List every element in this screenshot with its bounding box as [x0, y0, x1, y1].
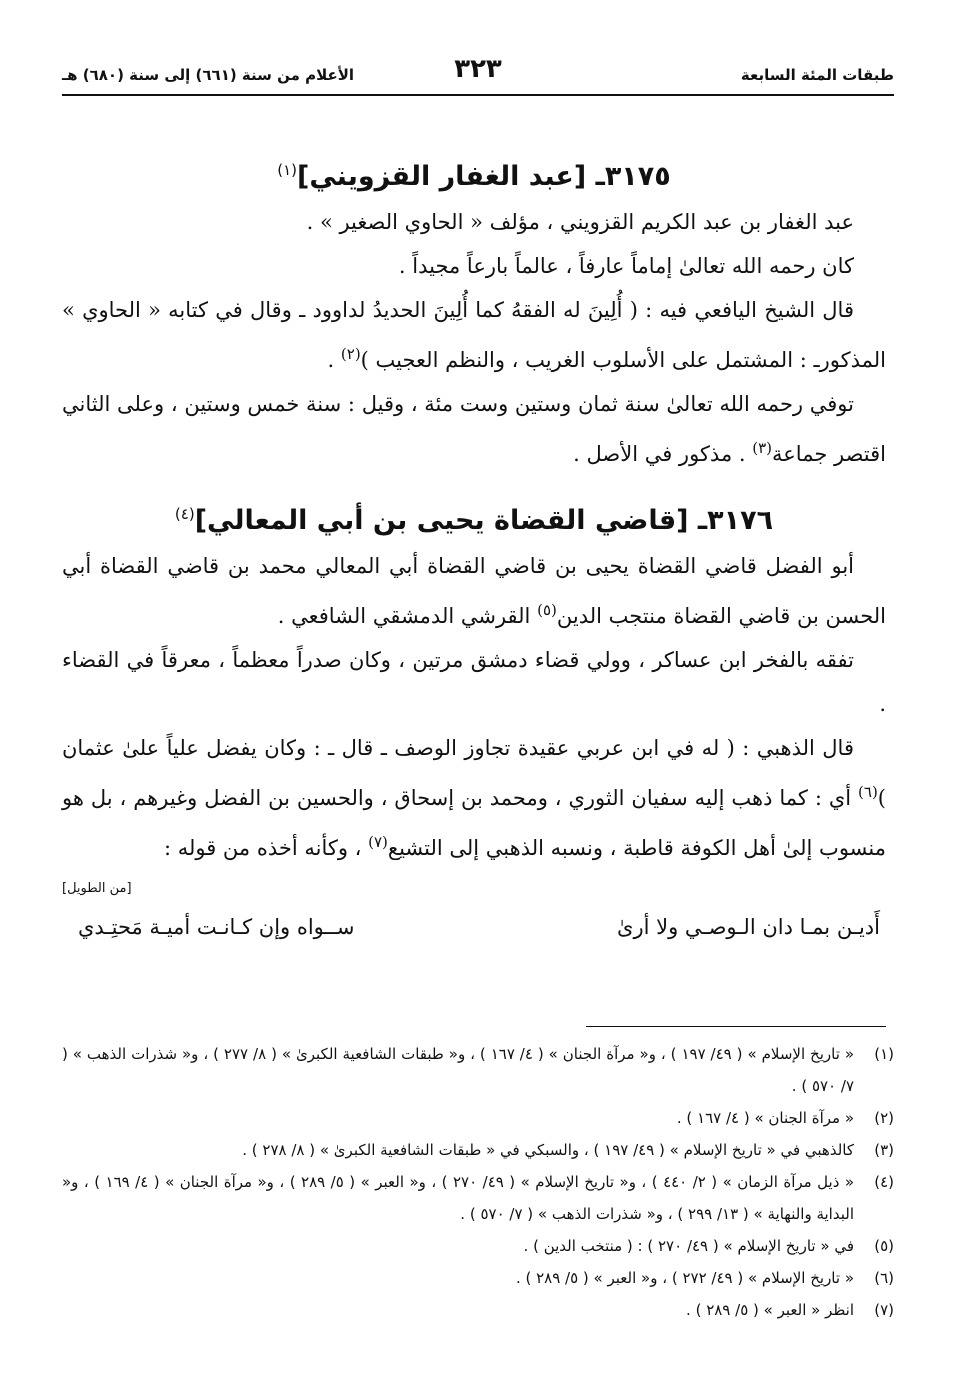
paragraph — [62, 382, 886, 476]
footnote — [62, 1294, 894, 1326]
footnote-text: « تاريخ الإسلام » ( ٤٩/ ١٩٧ ) ، و« مرآة الجنان » ( ٤/ ١٦٧ ) ، و« طبقات الشافعية الكبرىٰ » ( ٨/ ٢٧٧ ) ، و« شذرات الذهب » ( ٧/ ٥٧٠ ) . — [62, 1045, 855, 1095]
footnote — [62, 1134, 894, 1166]
footnote-number: (٤) — [874, 1173, 894, 1191]
entry-title: ٣١٧٥ـ [عبد الغفار القزويني] — [297, 161, 671, 192]
footnote-text: « مرآة الجنان » ( ٤/ ١٦٧ ) . — [676, 1109, 854, 1127]
footnote — [62, 1166, 894, 1230]
header-volume-range: الأعلام من سنة (٦٦١) إلى سنة (٦٨٠) هـ — [62, 66, 355, 84]
footnote-number: (٦) — [874, 1269, 894, 1287]
footnote-number: (١) — [874, 1045, 894, 1063]
footnote-text: كالذهبي في « تاريخ الإسلام » ( ٤٩/ ١٩٧ ) ، والسبكي في « طبقات الشافعية الكبرىٰ » ( ٨/ ٢٧٨ ) . — [242, 1141, 854, 1159]
footnote-text: انظر « العبر » ( ٥/ ٢٨٩ ) . — [686, 1301, 854, 1319]
entry-heading-3175 — [62, 140, 886, 200]
footnote-ref: (٧) — [368, 833, 388, 851]
paragraph: كان رحمه الله تعالىٰ إماماً عارفاً ، عالماً بارعاً مجيداً . — [398, 254, 854, 278]
running-header — [62, 54, 894, 92]
footnote — [62, 1038, 894, 1102]
verse-first-hemistich: أَديـن بمـا دان الـوصـي ولا أرىٰ — [617, 915, 880, 939]
header-divider — [62, 94, 894, 96]
footnote-number: (٢) — [874, 1109, 894, 1127]
paragraph-text: قال الذهبي : ( له في ابن عربي عقيدة تجاوز الوصف ـ قال ـ : وكان يفضل علياً علىٰ عثمان ) — [62, 736, 886, 810]
meter-row — [62, 870, 886, 896]
footnote-ref: (١) — [277, 161, 298, 179]
footnote-ref: (٢) — [340, 345, 361, 363]
paragraph: عبد الغفار بن عبد الكريم القزويني ، مؤلف « الحاوي الصغير » . — [306, 210, 854, 234]
entry-heading-3176 — [62, 484, 886, 544]
paragraph-text: أبو الفضل قاضي القضاة يحيى بن قاضي القضاة أبي المعالي محمد بن قاضي القضاة أبي الحسن بن قاضي القضاة منتجب الدين — [62, 554, 886, 628]
spacer — [62, 476, 886, 484]
footnote-number: (٧) — [874, 1301, 894, 1319]
paragraph — [62, 726, 886, 870]
footnote — [62, 1230, 894, 1262]
footnote-ref: (٦) — [858, 783, 878, 801]
paragraph-text: . — [327, 348, 341, 372]
footnote-number: (٥) — [874, 1237, 894, 1255]
footnote — [62, 1262, 894, 1294]
footnote-number: (٣) — [874, 1141, 894, 1159]
paragraph-text: توفي رحمه الله تعالىٰ سنة ثمان وستين وست مئة ، وقيل : سنة خمس وستين ، وعلى الثاني اقتصر جماعة — [62, 392, 886, 466]
paragraph-text: القرشي الدمشقي الشافعي . — [277, 604, 538, 628]
meter-label: [من الطويل] — [62, 881, 132, 896]
paragraph — [62, 288, 886, 382]
paragraph-text: ، وكأنه أخذه من قوله : — [163, 836, 369, 860]
footnote-ref: (٤) — [174, 505, 195, 523]
footnote-ref: (٥) — [537, 601, 557, 619]
verse-second-hemistich: ســواه وإن كـانـت أميـة مَحتِـدي — [78, 915, 355, 939]
footnote-text: في « تاريخ الإسلام » ( ٤٩/ ٢٧٠ ) : ( منتخب الدين ) . — [523, 1237, 854, 1255]
paragraph-text: قال الشيخ اليافعي فيه : ( أُلِينَ له الفقهُ كما أُلِينَ الحديدُ لداوود ـ وقال في كتابه « الحاوي » المذكورـ : المشتمل على الأسلوب الغريب ، والنظم العجيب ) — [62, 298, 886, 372]
footnote-divider — [586, 1026, 886, 1027]
footnote — [62, 1102, 894, 1134]
page-body — [62, 140, 886, 950]
page-number: ٣٢٣ — [454, 54, 502, 84]
verse-line — [78, 904, 880, 950]
paragraph — [62, 544, 886, 638]
footnotes — [62, 1038, 894, 1326]
footnote-text: « تاريخ الإسلام » ( ٤٩/ ٢٧٢ ) ، و« العبر » ( ٥/ ٢٨٩ ) . — [515, 1269, 854, 1287]
footnote-ref: (٣) — [752, 439, 772, 457]
paragraph: تفقه بالفخر ابن عساكر ، وولي قضاء دمشق مرتين ، وكان صدراً معظماً ، معرقاً في القضاء . — [62, 648, 886, 716]
paragraph-text: . مذكور في الأصل . — [573, 442, 753, 466]
paragraph-text: أي : كما ذهب إليه سفيان الثوري ، ومحمد بن إسحاق ، والحسين بن الفضل وغيرهم ، بل هو منسوب إلىٰ أهل الكوفة قاطبة ، ونسبه الذهبي إلى التشيع — [62, 786, 886, 860]
header-section-title: طبقات المئة السابعة — [740, 66, 894, 84]
footnote-text: « ذيل مرآة الزمان » ( ٢/ ٤٤٠ ) ، و« تاريخ الإسلام » ( ٤٩/ ٢٧٠ ) ، و« العبر » ( ٥/ ٢٨٩ ) ، و« مرآة الجنان » ( ٤/ ١٦٩ ) ، و« البداية والنهاية » ( ١٣/ ٢٩٩ ) ، و« شذرات الذهب » ( ٧/ ٥٧٠ ) . — [62, 1173, 855, 1223]
entry-title: ٣١٧٦ـ [قاضي القضاة يحيى بن أبي المعالي] — [194, 505, 774, 536]
